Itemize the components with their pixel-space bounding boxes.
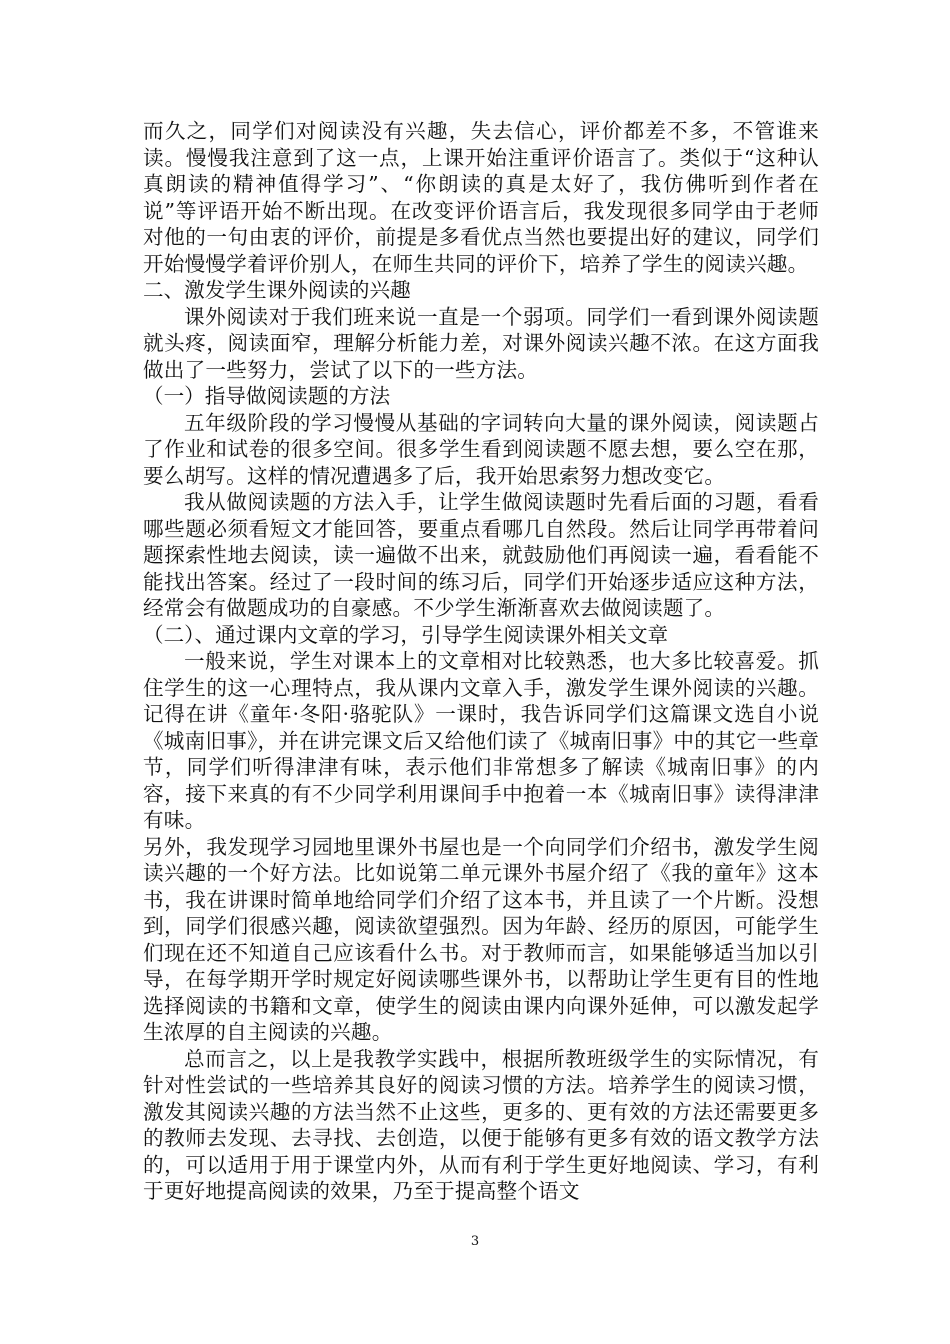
page-number: 3 bbox=[470, 1234, 480, 1249]
subsection-heading-reading-question-method: （一）指导做阅读题的方法 bbox=[143, 384, 391, 408]
subsection-heading-in-class-articles: （二）、通过课内文章的学习，引导学生阅读课外相关文章 bbox=[143, 622, 669, 647]
paragraph-conclusion: 总而言之，以上是我教学实践中，根据所教班级学生的实际情况，有针对性尝试的一些培养其良好的阅读习惯的方法。培养学生的阅读习惯，激发其阅读兴趣的方法当然不止这些，更多的、更有效的方法还需要更多的教师去发现、去寻找、去创造，以便于能够有更多有效的语文教学方法的，可以适用于用于课堂内外，从而有利于学生更好地阅读、学习，有利于更好地提高阅读的效果，乃至于提高整个语文 bbox=[143, 1046, 819, 1203]
paragraph-extracurricular-weakness: 课外阅读对于我们班来说一直是一个弱项。同学们一看到课外阅读题就头疼，阅读面窄，理解分析能力差，对课外阅读兴趣不浓。在这方面我做出了一些努力，尝试了以下的一些方法。 bbox=[143, 304, 819, 382]
paragraph-evaluation-language: 而久之，同学们对阅读没有兴趣，失去信心，评价都差不多，不管谁来读。慢慢我注意到了这一点，上课开始注重评价语言了。类似于“这种认真朗读的精神值得学习”、“你朗读的真是太好了，我仿佛听到作者在说”等评语开始不断出现。在改变评价语言后，我发现很多同学由于老师对他的一句由衷的评价，前提是多看优点当然也要提出好的建议，同学们开始慢慢学着评价别人，在师生共同的评价下，培养了学生的阅读兴趣。 bbox=[143, 119, 819, 276]
paragraph-grade-five-reading: 五年级阶段的学习慢慢从基础的字词转向大量的课外阅读，阅读题占了作业和试卷的很多空间。很多学生看到阅读题不愿去想，要么空在那，要么胡写。这样的情况遭遇多了后，我开始思索努力想改变它。 bbox=[143, 410, 819, 488]
document-body bbox=[143, 118, 819, 1205]
paragraph-in-class-articles: 一般来说，学生对课本上的文章相对比较熟悉，也大多比较喜爱。抓住学生的这一心理特点，我从课内文章入手，激发学生课外阅读的兴趣。记得在讲《童年·冬阳·骆驼队》一课时，我告诉同学们这篇课文选自小说《城南旧事》，并在讲完课文后又给他们读了《城南旧事》中的其它一些章节，同学们听得津津有味，表示他们非常想多了解读《城南旧事》的内容，接下来真的有不少同学利用课间手中抱着一本《城南旧事》读得津津有味。 bbox=[143, 649, 819, 832]
paragraph-book-corner: 另外，我发现学习园地里课外书屋也是一个向同学们介绍书，激发学生阅读兴趣的一个好方法。比如说第二单元课外书屋介绍了《我的童年》这本书，我在讲课时简单地给同学们介绍了这本书，并且读了一个片断。没想到，同学们很感兴趣，阅读欲望强烈。因为年龄、经历的原因，可能学生们现在还不知道自己应该看什么书。对于教师而言，如果能够适当加以引导，在每学期开学时规定好阅读哪些课外书，以帮助让学生更有目的性地选择阅读的书籍和文章，使学生的阅读由课内向课外延伸，可以激发起学生浓厚的自主阅读的兴趣。 bbox=[143, 834, 819, 1044]
section-heading-extracurricular-reading: 二、激发学生课外阅读的兴趣 bbox=[143, 278, 411, 302]
paragraph-reading-question-approach: 我从做阅读题的方法入手，让学生做阅读题时先看后面的习题，看看哪些题必须看短文才能回答，要重点看哪几自然段。然后让同学再带着问题探索性地去阅读，读一遍做不出来，就鼓励他们再阅读一遍，看看能不能找出答案。经过了一段时间的练习后，同学们开始逐步适应这种方法，经常会有做题成功的自豪感。不少学生渐渐喜欢去做阅读题了。 bbox=[143, 490, 819, 620]
